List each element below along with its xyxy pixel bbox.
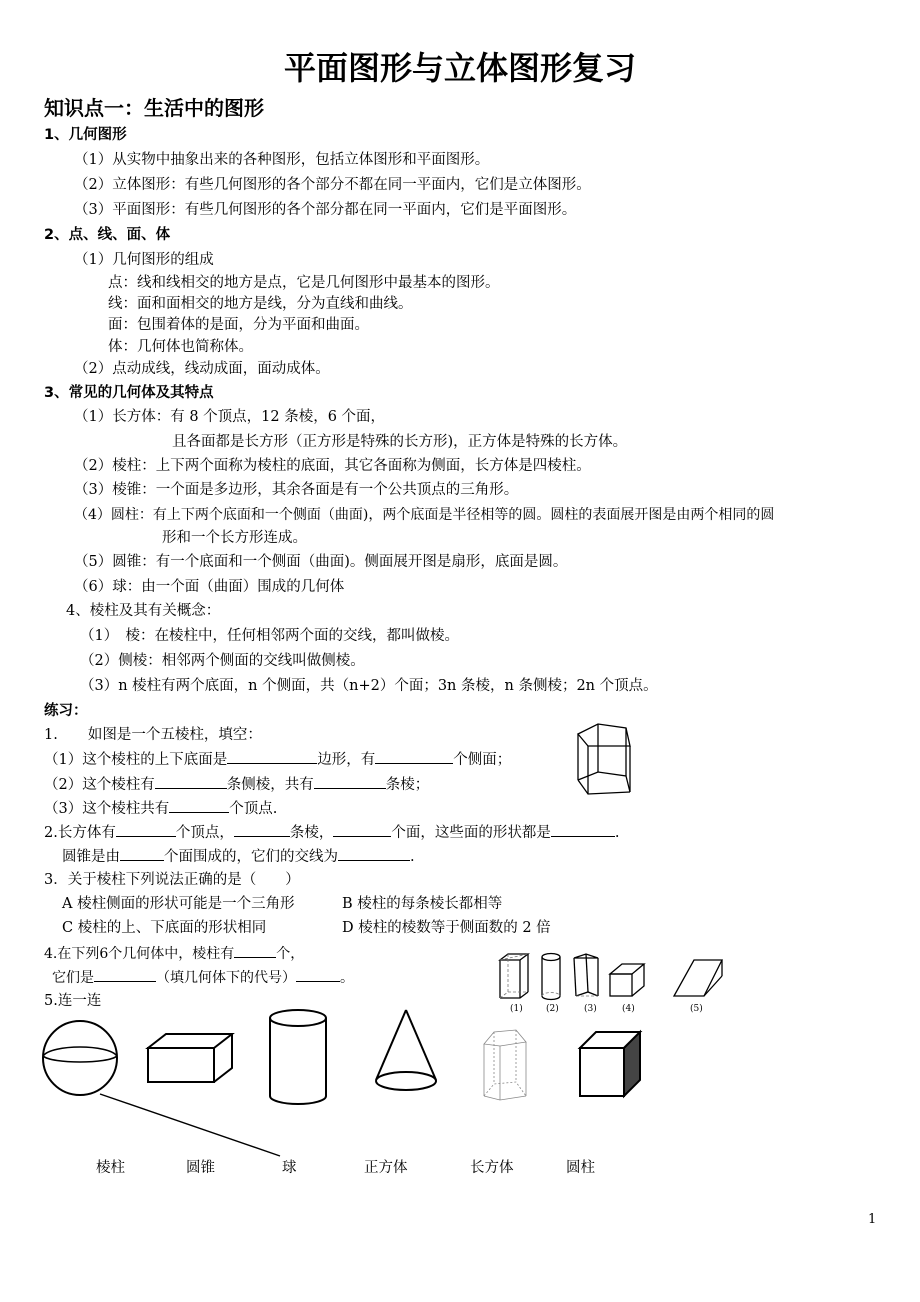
answer-blank[interactable] xyxy=(314,774,386,789)
shape-name-cone: 圆锥 xyxy=(186,1160,215,1176)
shape-name-cylinder: 圆柱 xyxy=(566,1160,595,1176)
figure-2-cylinder xyxy=(540,952,562,1002)
figure-label: (3) xyxy=(584,1004,597,1014)
sphere-shape xyxy=(43,1021,117,1095)
answer-blank[interactable] xyxy=(155,774,227,789)
shape-name-prism: 棱柱 xyxy=(96,1160,125,1176)
matching-line xyxy=(100,1094,280,1156)
paragraph: （5）圆锥：有一个底面和一个侧面（曲面)。侧面展开图是扇形，底面是圆。 xyxy=(74,554,568,570)
answer-blank[interactable] xyxy=(169,798,229,813)
figure-5-oblique-solid xyxy=(672,958,724,1000)
paragraph: （6）球：由一个面（曲面）围成的几何体 xyxy=(74,579,345,595)
paragraph: （2）侧棱：相邻两个侧面的交线叫做侧棱。 xyxy=(80,653,365,669)
figure-1-prism xyxy=(498,952,532,1000)
answer-blank[interactable] xyxy=(333,822,391,837)
paragraph: （2）点动成线，线动成面，面动成体。 xyxy=(74,361,330,377)
answer-blank[interactable] xyxy=(227,749,317,764)
figure-label: (2) xyxy=(546,1004,559,1014)
paragraph: （1）从实物中抽象出来的各种图形，包括立体图形和平面图形。 xyxy=(74,152,490,168)
figure-4-cuboid xyxy=(608,962,648,1000)
answer-blank[interactable] xyxy=(375,749,453,764)
heading-prism-concepts: 4、棱柱及其有关概念： xyxy=(66,603,221,619)
heading-common-solids: 3、常见的几何体及其特点 xyxy=(44,385,214,401)
question-1-stem: 1. 如图是一个五棱柱，填空： xyxy=(44,727,262,743)
option-d[interactable]: D 棱柱的棱数等于侧面数的 2 倍 xyxy=(342,920,551,936)
paragraph: （1） 棱：在棱柱中，任何相邻两个面的交线，都叫做棱。 xyxy=(80,628,459,644)
practice-heading: 练习： xyxy=(44,703,88,719)
paragraph: （4）圆柱：有上下两个底面和一个侧面（曲面)，两个底面是半径相等的圆。圆柱的表面展开图是由两个相同的圆 xyxy=(74,507,775,523)
answer-blank[interactable] xyxy=(296,967,340,982)
prism-shape xyxy=(484,1030,526,1100)
paragraph: 形和一个长方形连成。 xyxy=(162,530,307,546)
paragraph: （2）棱柱：上下两个面称为棱柱的底面，其它各面称为侧面，长方体是四棱柱。 xyxy=(74,458,591,474)
answer-blank[interactable] xyxy=(120,846,164,861)
answer-blank[interactable] xyxy=(234,822,290,837)
answer-blank[interactable] xyxy=(94,967,156,982)
heading-geometric-figures: 1、几何图形 xyxy=(44,127,127,143)
heading-point-line-face-solid: 2、点、线、面、体 xyxy=(44,227,171,243)
cube-shape xyxy=(580,1032,640,1096)
pentagonal-prism-figure xyxy=(574,722,636,796)
paragraph: （3）棱锥：一个面是多边形，其余各面是有一个公共顶点的三角形。 xyxy=(74,482,519,498)
question-5-stem: 5.连一连 xyxy=(44,993,102,1009)
cylinder-shape xyxy=(270,1010,326,1104)
paragraph: 且各面都是长方形（正方形是特殊的长方形)，正方体是特殊的长方体。 xyxy=(172,434,628,450)
answer-blank[interactable] xyxy=(338,846,410,861)
shape-name-cube: 正方体 xyxy=(364,1160,408,1176)
question-2-line-1: 2.长方体有 个顶点， 条棱， 个面，这些面的形状都是 . xyxy=(44,822,619,843)
shape-name-sphere: 球 xyxy=(282,1160,297,1176)
shape-name-cuboid: 长方体 xyxy=(470,1160,514,1176)
question-1-line-2: （2）这个棱柱有 条侧棱，共有 条棱； xyxy=(44,774,429,795)
paragraph: 面：包围着体的是面，分为平面和曲面。 xyxy=(108,317,369,333)
paragraph: （3）n 棱柱有两个底面，n 个侧面，共（n+2）个面；3n 条棱，n 条侧棱；2n 个顶点。 xyxy=(80,678,658,694)
cone-shape xyxy=(376,1010,436,1090)
figure-label: (4) xyxy=(622,1004,635,1014)
figure-3-triangular-prism xyxy=(572,952,602,1002)
question-4-line-1: 4.在下列6个几何体中，棱柱有 个， xyxy=(44,943,304,964)
paragraph: （3）平面图形：有些几何图形的各个部分都在同一平面内，它们是平面图形。 xyxy=(74,202,577,218)
option-c[interactable]: C 棱柱的上、下底面的形状相同 xyxy=(62,920,267,936)
page-title: 平面图形与立体图形复习 xyxy=(283,49,636,87)
figure-label: (1) xyxy=(510,1004,523,1014)
question-1-line-3: （3）这个棱柱共有 个顶点. xyxy=(44,798,277,819)
paragraph: 点：线和线相交的地方是点，它是几何图形中最基本的图形。 xyxy=(108,275,500,291)
paragraph: 线：面和面相交的地方是线，分为直线和曲线。 xyxy=(108,296,413,312)
question-4-line-2: 它们是 （填几何体下的代号） 。 xyxy=(52,967,354,988)
question-1-line-1: （1）这个棱柱的上下底面是 边形，有 个侧面； xyxy=(44,749,511,770)
answer-blank[interactable] xyxy=(116,822,176,837)
answer-blank[interactable] xyxy=(234,943,276,958)
option-b[interactable]: B 棱柱的每条棱长都相等 xyxy=(342,896,503,912)
question-2-line-2: 圆锥是由 个面围成的，它们的交线为 . xyxy=(62,846,415,867)
answer-blank[interactable] xyxy=(551,822,615,837)
option-a[interactable]: A 棱柱侧面的形状可能是一个三角形 xyxy=(62,896,295,912)
section-heading: 知识点一：生活中的图形 xyxy=(44,96,264,120)
figure-label: (5) xyxy=(690,1004,703,1014)
paragraph: （1）几何图形的组成 xyxy=(74,252,214,268)
cuboid-shape xyxy=(148,1034,232,1082)
page-number: 1 xyxy=(868,1212,877,1227)
question-3-stem: 3．关于棱柱下列说法正确的是（ ） xyxy=(44,872,300,888)
paragraph: （2）立体图形：有些几何图形的各个部分不都在同一平面内，它们是立体图形。 xyxy=(74,177,591,193)
paragraph: 体：几何体也简称体。 xyxy=(108,339,253,355)
matching-shapes xyxy=(0,1000,920,1170)
paragraph: （1）长方体：有 8 个顶点，12 条棱，6 个面， xyxy=(74,409,386,425)
